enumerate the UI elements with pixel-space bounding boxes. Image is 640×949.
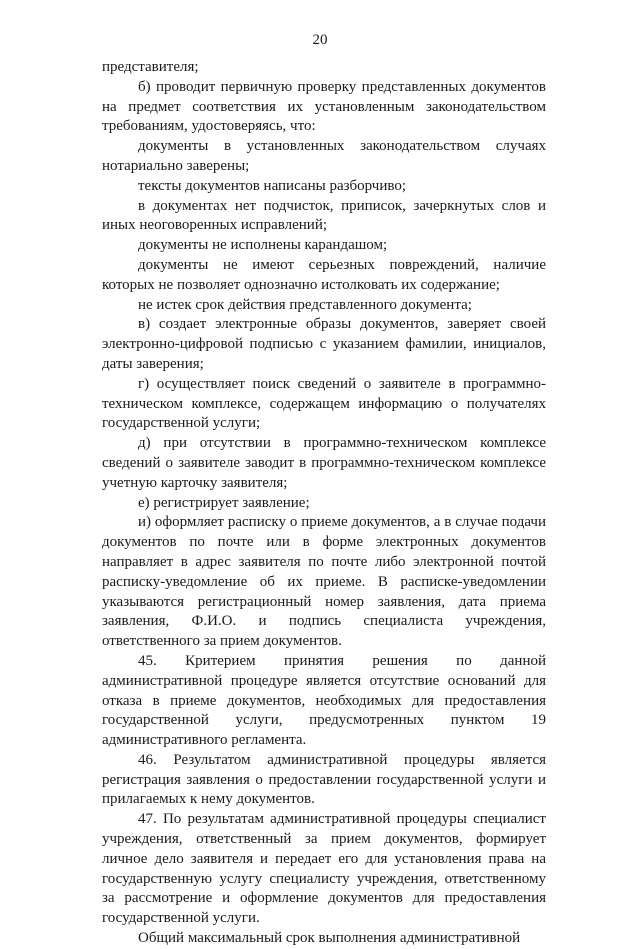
paragraph-item-e: е) регистрирует заявление; <box>138 494 310 511</box>
paragraph-no-erasures: в документах нет подчисток, приписок, зачеркнутых слов и иных неоговоренных исправлений; <box>102 197 546 234</box>
paragraph-item-d: д) при отсутствии в программно-техническом комплексе сведений о заявителе заводит в программно-техническом комплексе учетную карточку заявителя; <box>102 435 546 491</box>
paragraph-no-pencil: документы не исполнены карандашом; <box>138 237 388 254</box>
page-number: 20 <box>312 32 328 48</box>
paragraph-45: 45. Критерием принятия решения по данной административной процедуре является отсутствие оснований для отказа в приеме документов, необходимых для предоставления государственной услуги, предусмотренных пунктом 19 административного регламента. <box>102 652 546 749</box>
paragraph-not-expired: не истек срок действия представленного документа; <box>138 296 472 313</box>
paragraph-total-term: Общий максимальный срок выполнения административной <box>138 930 521 947</box>
paragraph-legible: тексты документов написаны разборчиво; <box>138 177 407 194</box>
paragraph-item-g: г) осуществляет поиск сведений о заявителе в программно-техническом комплексе, содержащем информацию о получателях государственной услуги; <box>102 375 546 432</box>
document-body <box>102 58 546 949</box>
paragraph-47: 47. По результатам административной процедуры специалист учреждения, ответственный за прием документов, формирует личное дело заявителя и передает его для установления права на государственную услугу специалисту учреждения, ответственному за рассмотрение и оформление документов для предоставления государственной услуги. <box>102 811 546 927</box>
paragraph-notarized: документы в установленных законодательством случаях нотариально заверены; <box>102 138 546 174</box>
paragraph-no-damage: документы не имеют серьезных повреждений, наличие которых не позволяет однозначно истолковать их содержание; <box>102 256 546 293</box>
paragraph-continuation: представителя; <box>102 59 199 75</box>
paragraph-item-b: б) проводит первичную проверку представленных документов на предмет соответствия их установленным законодательством требованиям, удостоверяясь, что: <box>102 78 546 135</box>
paragraph-46: 46. Результатом административной процедуры является регистрация заявления о предоставлении государственной услуги и прилагаемых к нему документов. <box>102 751 546 808</box>
paragraph-item-v: в) создает электронные образы документов, заверяет своей электронно-цифровой подписью с указанием фамилии, инициалов, даты заверения; <box>102 316 546 372</box>
paragraph-item-i: и) оформляет расписку о приеме документов, а в случае подачи документов по почте или в форме электронных документов направляет в адрес заявителя по почте либо электронной почтой расписку-уведомление об их приеме. В расписке-уведомлении указываются регистрационный номер заявления, дата приема заявления, Ф.И.О. и подпись специалиста учреждения, ответственного за прием документов. <box>102 514 546 650</box>
